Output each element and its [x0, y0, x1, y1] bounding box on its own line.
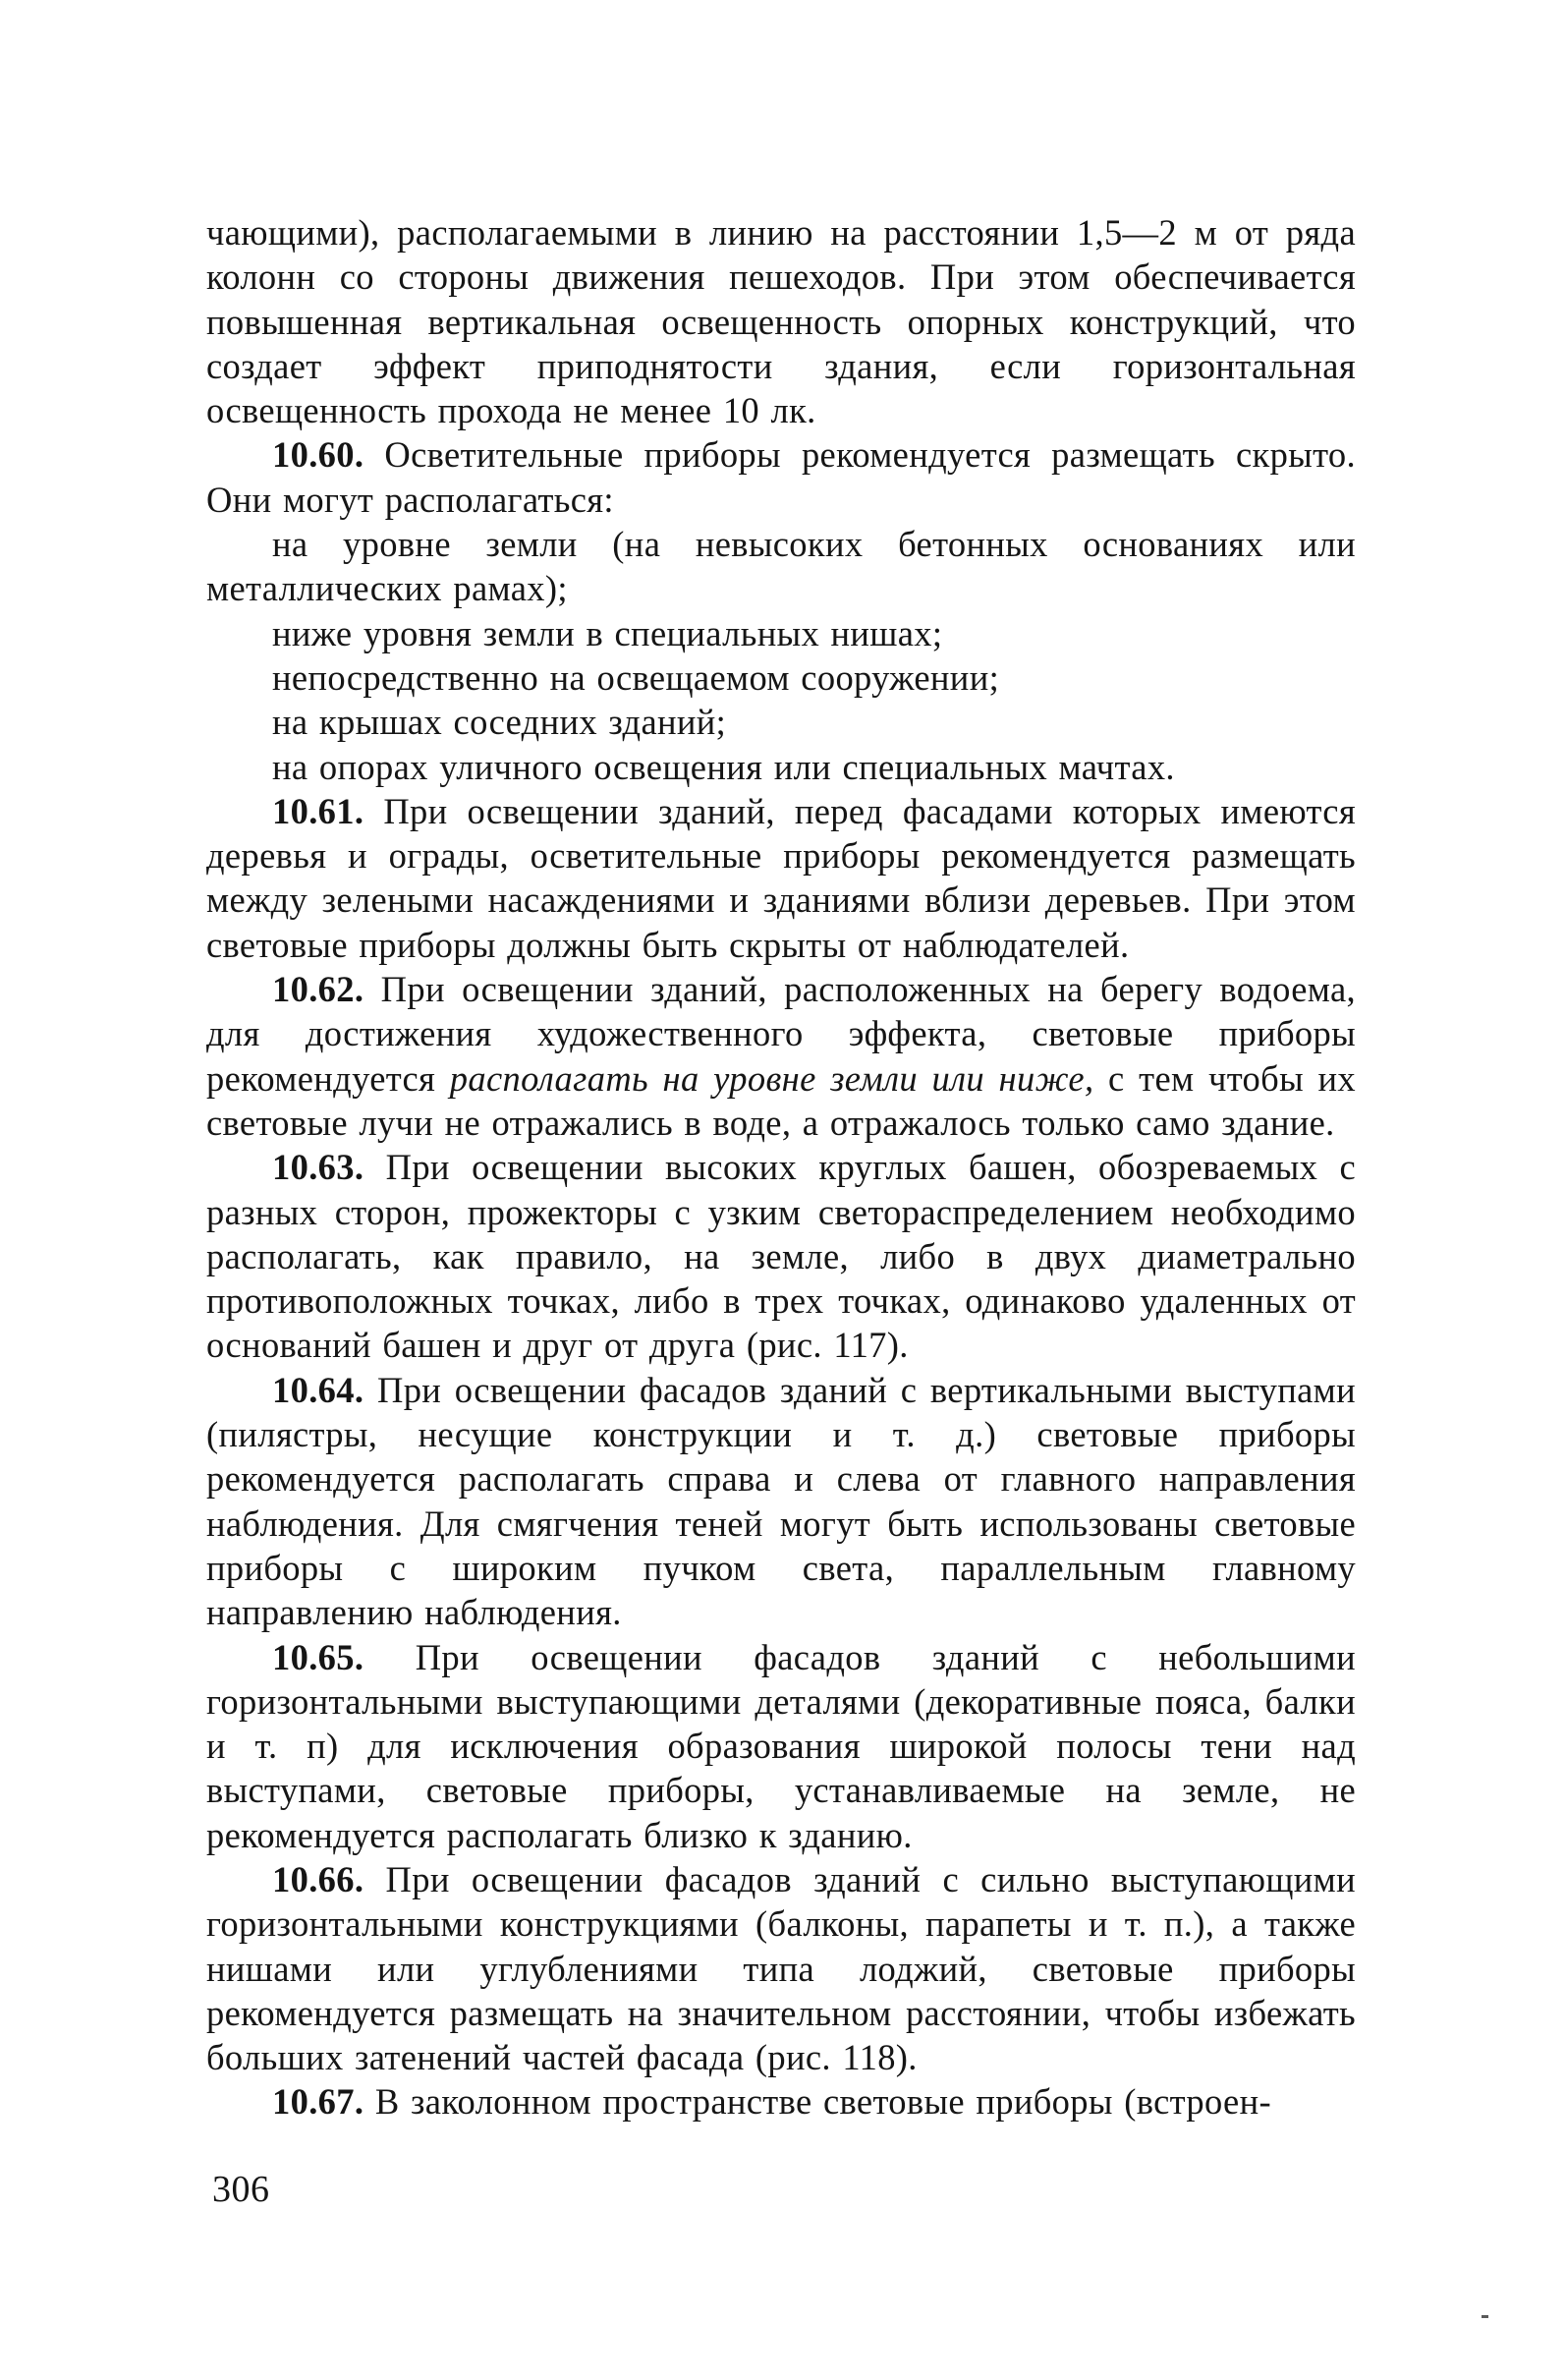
paragraph-10-61 — [206, 789, 1356, 967]
list-item-text: на опорах уличного освещения или специальных мачтах. — [272, 746, 1175, 787]
list-item — [206, 700, 1356, 744]
page-number: 306 — [212, 2169, 270, 2210]
paragraph-text: В заколонном пространстве световые приборы (встроен- — [374, 2081, 1271, 2123]
paragraph-number: 10.60. — [272, 434, 364, 476]
paragraph-10-67 — [206, 2079, 1356, 2124]
paragraph-text: При освещении зданий, перед фасадами которых имеются деревья и ограды, осветительные приборы рекомендуется размещать между зелеными насаждениями и зданиями вблизи деревьев. При этом световые приборы должны быть скрыты от наблюдателей. — [206, 790, 1356, 965]
paragraph-text: Осветительные приборы рекомендуется размещать скрыто. Они могут располагаться: — [206, 434, 1356, 520]
paragraph-number: 10.61. — [272, 790, 364, 831]
paragraph-text: с тем чтобы их световые лучи не отражались в воде, а отражалось только само здание. — [206, 1057, 1356, 1143]
paragraph-continuation — [206, 210, 1356, 432]
paragraph-10-64 — [206, 1368, 1356, 1635]
paragraph-text: чающими), располагаемыми в линию на расстоянии 1,5—2 м от ряда колонн со стороны движения пешеходов. При этом обеспечивается повышенная вертикальная освещенность опорных конструкций, что создает эффект приподнятости здания, если горизонтальная освещенность прохода не менее 10 лк. — [206, 212, 1356, 431]
paragraph-text: При освещении фасадов зданий с вертикальными выступами (пилястры, несущие конструкции и т. д.) световые приборы рекомендуется располагать справа и слева от главного направления наблюдения. Для смягчения теней могут быть использованы световые приборы с широким пучком света, параллельным главному направлению наблюдения. — [206, 1369, 1356, 1633]
scan-speck — [1482, 2315, 1488, 2318]
list-item-text: на уровне земли (на невысоких бетонных основаниях или металлических рамах); — [206, 524, 1356, 609]
list-item — [206, 611, 1356, 655]
paragraph-10-60 — [206, 432, 1356, 522]
list-item — [206, 745, 1356, 789]
paragraph-number: 10.64. — [272, 1369, 364, 1410]
paragraph-number: 10.66. — [272, 1858, 364, 1899]
paragraph-number: 10.67. — [272, 2081, 364, 2123]
paragraph-10-63 — [206, 1145, 1356, 1367]
list-item-text: непосредственно на освещаемом сооружении; — [272, 656, 1000, 698]
paragraph-text: При освещении фасадов зданий с сильно выступающими горизонтальными конструкциями (балконы, парапеты и т. п.), а также нишами или углублениями типа лоджий, световые приборы рекомендуется размещать на значительном расстоянии, чтобы избежать больших затенений частей фасада (рис. 118). — [206, 1858, 1356, 2078]
list-item-text: на крышах соседних зданий; — [272, 702, 727, 743]
paragraph-text: При освещении фасадов зданий с небольшими горизонтальными выступающими деталями (декоративные пояса, балки и т. п) для исключения образования широкой полосы тени над выступами, световые приборы, устанавливаемые на земле, не рекомендуется располагать близко к зданию. — [206, 1636, 1356, 1855]
list-item — [206, 655, 1356, 700]
paragraph-text: При освещении высоких круглых башен, обозреваемых с разных сторон, прожекторы с узким светораспределением необходимо располагать, как правило, на земле, либо в двух диаметрально противоположных точках, либо в трех точках, одинаково удаленных от оснований башен и друг от друга (рис. 117). — [206, 1147, 1356, 1366]
paragraph-number: 10.65. — [272, 1636, 364, 1677]
paragraph-10-65 — [206, 1635, 1356, 1857]
list-item-text: ниже уровня земли в специальных нишах; — [272, 612, 943, 653]
paragraph-text: При освещении зданий, расположенных на берегу водоема, для достижения художественного эффекта, световые приборы рекомендуется — [206, 969, 1356, 1099]
paragraph-number: 10.63. — [272, 1147, 364, 1188]
paragraph-number: 10.62. — [272, 969, 364, 1010]
paragraph-10-62 — [206, 967, 1356, 1145]
paragraph-italic-text: располагать на уровне земли или ниже, — [449, 1057, 1094, 1099]
body-text — [206, 210, 1356, 2125]
list-item — [206, 522, 1356, 611]
paragraph-10-66 — [206, 1857, 1356, 2079]
